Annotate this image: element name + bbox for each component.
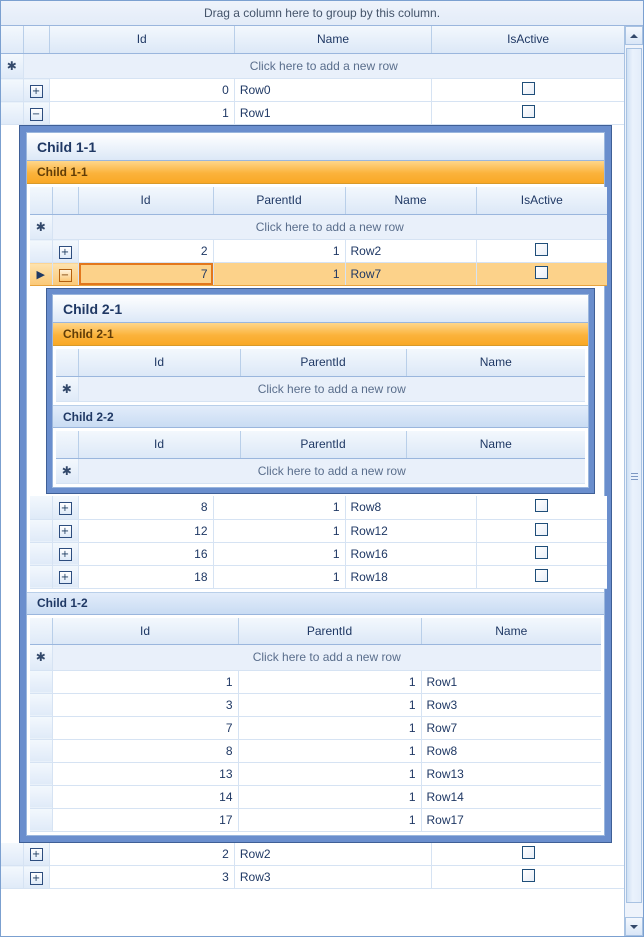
child-1-1-grid-header [30,187,607,215]
checkbox-icon[interactable] [522,846,535,859]
new-row-label[interactable]: Click here to add a new row [52,215,607,240]
detail-panel-level2 [46,288,595,494]
table-row[interactable] [30,670,601,693]
table-row[interactable] [30,808,601,831]
new-row-indicator: ✱ [30,215,52,240]
cell-id[interactable]: 18 [78,565,213,588]
row-expander-cell[interactable] [23,79,49,102]
cell-id[interactable]: 7 [52,716,238,739]
expand-plus-icon[interactable]: + [30,848,43,861]
new-row-indicator: ✱ [30,645,52,670]
cell-name[interactable]: Row0 [234,79,431,102]
row-indicator [30,762,52,785]
child-2-2-grid-body [56,459,585,485]
checkbox-icon[interactable] [522,869,535,882]
indicator-column-header [30,618,52,645]
cell-id[interactable]: 7 [78,263,213,286]
new-row-label[interactable]: Click here to add a new row [78,459,585,484]
row-indicator [1,79,23,102]
row-indicator [30,240,52,263]
collapse-minus-icon[interactable]: − [59,269,72,282]
row-indicator [1,866,23,889]
row-indicator [30,716,52,739]
row-expander-cell[interactable] [52,542,78,565]
cell-id[interactable]: 2 [49,843,234,866]
detail-title-level2: Child 2-1 [53,295,588,323]
indicator-column-header [30,187,52,214]
row-indicator [30,739,52,762]
cell-name[interactable]: Row2 [345,240,476,263]
checkbox-icon[interactable] [535,523,548,536]
new-row-indicator: ✱ [1,54,23,79]
cell-id[interactable]: 0 [49,79,234,102]
cell-parentid[interactable]: 1 [238,716,421,739]
cell-isactive[interactable] [432,79,624,102]
table-row[interactable] [1,102,624,125]
column-header-name[interactable]: Name [406,349,585,376]
collapse-minus-icon[interactable]: − [30,108,43,121]
cell-parentid[interactable]: 1 [238,785,421,808]
row-expander-cell[interactable] [23,866,49,889]
current-row-pointer-icon: ▶ [36,269,45,281]
checkbox-icon[interactable] [535,266,548,279]
tab-label: Child 1-2 [37,596,88,610]
new-row-placeholder[interactable] [56,459,585,484]
cell-isactive[interactable] [476,542,607,565]
checkbox-icon[interactable] [522,82,535,95]
cell-isactive[interactable] [432,102,624,125]
cell-name[interactable]: Row7 [345,263,476,286]
table-row[interactable] [1,866,624,889]
cell-id[interactable]: 13 [52,762,238,785]
scrollbar-thumb[interactable] [626,48,642,903]
cell-parentid[interactable]: 1 [213,263,345,286]
expand-plus-icon[interactable]: + [59,246,72,259]
new-row-placeholder[interactable] [30,215,607,240]
cell-isactive[interactable] [476,496,607,519]
column-header-name[interactable]: Name [406,431,585,458]
new-row-label[interactable]: Click here to add a new row [23,54,624,79]
tab-panel-child-2-1 [53,346,588,405]
cell-id[interactable]: 14 [52,785,238,808]
cell-name[interactable]: Row8 [345,496,476,519]
cell-isactive[interactable] [476,565,607,588]
new-row-indicator: ✱ [56,459,78,484]
cell-id[interactable]: 12 [78,519,213,542]
table-row[interactable] [30,565,607,588]
cell-id[interactable]: 8 [52,739,238,762]
cell-parentid[interactable]: 1 [213,519,345,542]
row-indicator [30,670,52,693]
child-2-1-grid-body [56,377,585,403]
row-indicator [30,565,52,588]
new-row-placeholder[interactable] [30,645,601,670]
cell-isactive[interactable] [476,263,607,286]
cell-id[interactable]: 3 [49,866,234,889]
table-header-row [30,187,607,214]
table-row-selected[interactable] [30,263,607,286]
checkbox-icon[interactable] [522,105,535,118]
expand-plus-icon[interactable]: + [30,85,43,98]
table-header-row [56,431,585,458]
row-indicator [30,785,52,808]
cell-parentid[interactable]: 1 [238,808,421,831]
cell-id[interactable]: 16 [78,542,213,565]
expand-plus-icon[interactable]: + [30,872,43,885]
row-expander-cell[interactable] [52,240,78,263]
cell-parentid[interactable]: 1 [238,739,421,762]
row-expander-cell[interactable] [52,496,78,519]
column-header-parentid[interactable]: ParentId [213,187,345,214]
table-row[interactable] [30,240,607,263]
column-header-id[interactable]: Id [78,349,240,376]
root-grid-body-top [1,54,624,126]
cell-name[interactable]: Row12 [345,519,476,542]
column-header-parentid[interactable]: ParentId [240,431,406,458]
child-2-2-grid-header [56,431,585,459]
table-row[interactable] [30,519,607,542]
column-header-id[interactable]: Id [49,26,234,53]
cell-name[interactable]: Row3 [421,693,601,716]
row-expander-cell[interactable] [23,843,49,866]
scrollbar-grip-icon [631,473,638,480]
expand-column-header [23,26,49,53]
child-1-1-grid-body-bottom [30,496,607,589]
cell-name[interactable]: Row3 [234,866,431,889]
new-row-placeholder[interactable] [1,54,624,79]
detail-panel-level1 [19,125,612,843]
expand-plus-icon[interactable]: + [59,571,72,584]
cell-isactive[interactable] [432,843,624,866]
table-row[interactable] [1,843,624,866]
cell-parentid[interactable]: 1 [238,693,421,716]
column-header-id[interactable]: Id [52,618,238,645]
child-1-2-grid-header [30,618,601,646]
cell-name[interactable]: Row16 [345,542,476,565]
scroll-up-button[interactable] [625,26,643,45]
grid-scroll-area [1,26,624,936]
expand-column-header [52,187,78,214]
column-header-name[interactable]: Name [345,187,476,214]
cell-isactive[interactable] [432,866,624,889]
child-2-1-grid-header [56,349,585,377]
row-indicator [30,496,52,519]
table-header-row [30,618,601,645]
row-indicator [30,693,52,716]
tab-panel-child-1-1 [27,184,604,592]
checkbox-icon[interactable] [535,243,548,256]
root-grid-body-bottom [1,843,624,890]
cell-parentid[interactable]: 1 [238,762,421,785]
cell-name[interactable]: Row8 [421,739,601,762]
checkbox-icon[interactable] [535,569,548,582]
row-indicator [30,542,52,565]
cell-isactive[interactable] [476,240,607,263]
detail-inner-level1 [26,132,605,836]
cell-id[interactable]: 3 [52,693,238,716]
root-grid-header [1,26,624,54]
cell-name[interactable]: Row1 [421,670,601,693]
cell-name[interactable]: Row18 [345,565,476,588]
vertical-scrollbar[interactable] [624,26,643,936]
child-1-2-grid-body [30,645,601,832]
cell-id[interactable]: 1 [52,670,238,693]
cell-parentid[interactable]: 1 [213,542,345,565]
chevron-down-icon [630,925,638,929]
row-indicator [30,519,52,542]
cell-parentid[interactable]: 1 [213,496,345,519]
indicator-column-header [56,349,78,376]
column-header-isactive[interactable]: IsActive [432,26,624,53]
tab-child-1-2[interactable] [27,592,604,615]
cell-name[interactable]: Row2 [234,843,431,866]
cell-isactive[interactable] [476,519,607,542]
tab-label: Child 2-1 [63,327,114,341]
expand-plus-icon[interactable]: + [59,548,72,561]
expand-plus-icon[interactable]: + [59,525,72,538]
table-row[interactable] [30,785,601,808]
row-expander-cell[interactable] [52,565,78,588]
checkbox-icon[interactable] [535,546,548,559]
new-row-placeholder[interactable] [56,377,585,402]
chevron-up-icon [630,34,638,38]
cell-parentid[interactable]: 1 [238,670,421,693]
group-by-hint: Drag a column here to group by this column. [203,6,441,20]
cell-id[interactable]: 1 [49,102,234,125]
child-1-1-grid-body-top [30,215,607,287]
row-indicator [30,808,52,831]
cell-id[interactable]: 17 [52,808,238,831]
column-header-id[interactable]: Id [78,431,240,458]
table-row[interactable] [30,542,607,565]
cell-name[interactable]: Row14 [421,785,601,808]
row-indicator [30,263,52,286]
indicator-column-header [1,26,23,53]
table-row[interactable] [1,79,624,102]
row-expander-cell[interactable] [52,263,78,286]
cell-id[interactable]: 8 [78,496,213,519]
row-indicator [1,102,23,125]
table-row[interactable] [30,496,607,519]
tab-child-1-1[interactable] [27,161,604,184]
new-row-label[interactable]: Click here to add a new row [78,377,585,402]
tab-label: Child 1-1 [37,165,88,179]
new-row-label[interactable]: Click here to add a new row [52,645,601,670]
indicator-column-header [56,431,78,458]
checkbox-icon[interactable] [535,499,548,512]
group-by-panel[interactable] [1,1,643,26]
column-header-parentid[interactable]: ParentId [238,618,421,645]
cell-name[interactable]: Row13 [421,762,601,785]
expand-plus-icon[interactable]: + [59,502,72,515]
table-header-row [56,349,585,376]
new-row-indicator: ✱ [56,377,78,402]
row-expander-cell[interactable] [23,102,49,125]
tab-child-2-2[interactable] [53,405,588,428]
table-row[interactable] [30,716,601,739]
table-header-row [1,26,624,53]
table-row[interactable] [30,693,601,716]
column-header-parentid[interactable]: ParentId [240,349,406,376]
tab-panel-child-2-2 [53,428,588,487]
detail-inner-level2 [52,294,589,488]
scroll-down-button[interactable] [625,917,643,936]
cell-id[interactable]: 2 [78,240,213,263]
column-header-id[interactable]: Id [78,187,213,214]
cell-name[interactable]: Row17 [421,808,601,831]
table-row[interactable] [30,739,601,762]
tab-panel-child-1-2 [27,615,604,835]
tab-label: Child 2-2 [63,409,114,424]
cell-parentid[interactable]: 1 [213,240,345,263]
tab-child-2-1[interactable] [53,323,588,346]
cell-parentid[interactable]: 1 [213,565,345,588]
detail-title-level1: Child 1-1 [27,133,604,161]
cell-name[interactable]: Row7 [421,716,601,739]
row-indicator [1,843,23,866]
row-expander-cell[interactable] [52,519,78,542]
table-row[interactable] [30,762,601,785]
cell-name[interactable]: Row1 [234,102,431,125]
column-header-name[interactable]: Name [421,618,601,645]
column-header-name[interactable]: Name [234,26,431,53]
column-header-isactive[interactable]: IsActive [476,187,607,214]
